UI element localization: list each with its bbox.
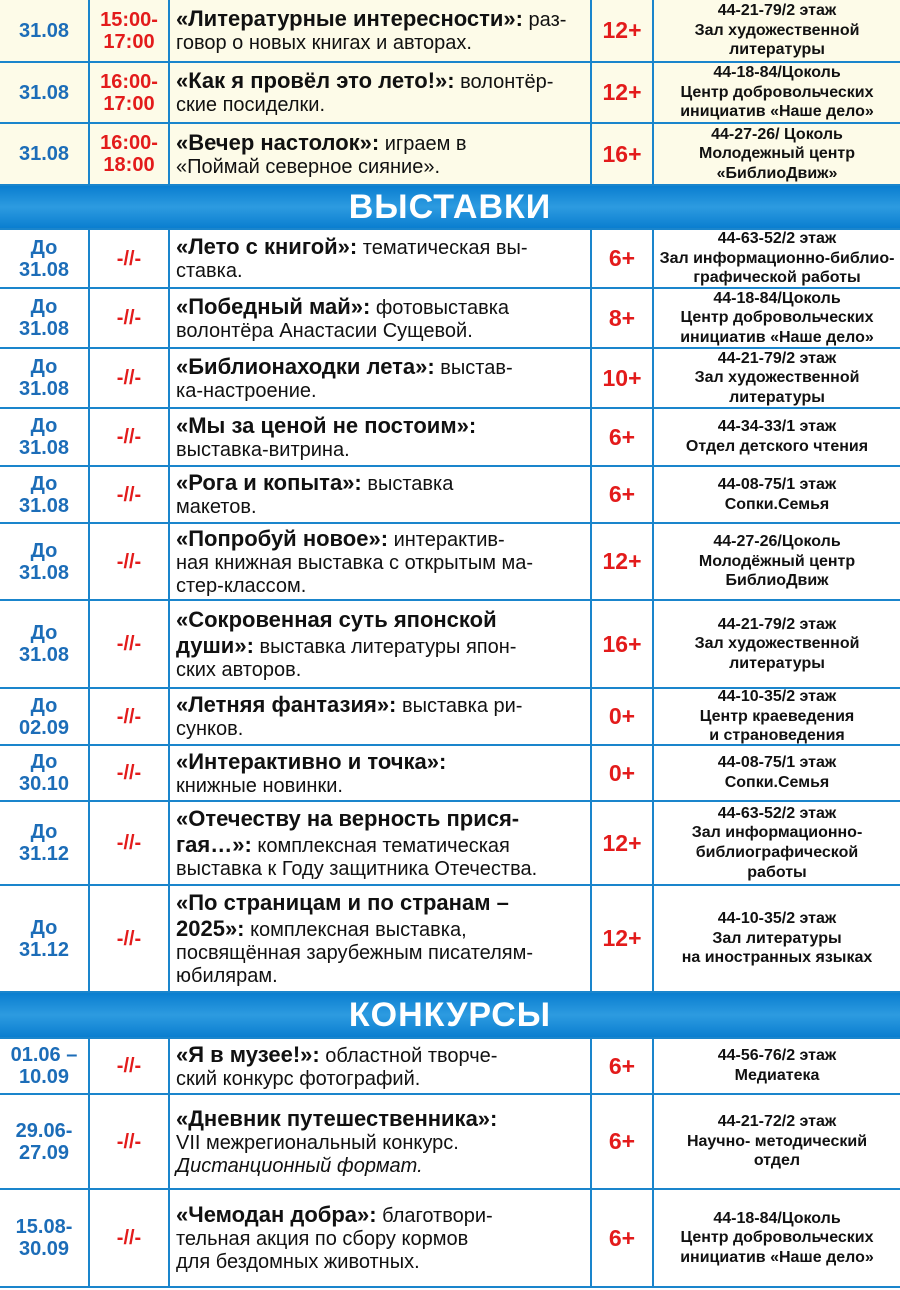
event-title: «Победный май»: [176, 293, 371, 319]
event-location: 44-18-84/Цоколь Центр добровольческих инициатив «Наше дело» [652, 1190, 900, 1286]
event-description: волонтёр- ские посиделки. [176, 71, 554, 116]
table-row [0, 230, 900, 289]
event-description-cell [168, 409, 590, 465]
event-description: выставка макетов. [176, 473, 454, 518]
event-location: 44-21-72/2 этаж Научно- методический отдел [652, 1095, 900, 1188]
event-title: «Летняя фантазия»: [176, 692, 397, 717]
event-location: 44-21-79/2 этаж Зал художественной литературы [652, 349, 900, 407]
age-rating: 6+ [590, 1095, 652, 1188]
event-description: тематическая вы- ставка. [176, 237, 528, 282]
event-date: До 31.08 [18, 236, 70, 281]
table-row [0, 601, 900, 689]
event-date: До 31.08 [18, 415, 70, 459]
event-description: книжные новинки. [176, 774, 343, 797]
event-description-cell [168, 1095, 590, 1188]
event-title: «Отечеству на верность прися- гая…»: [176, 805, 520, 857]
event-description-cell [168, 63, 590, 122]
event-description: комплексная выставка, посвящённая зарубежным писателям- юбилярам. [176, 918, 534, 987]
event-date: До 31.08 [18, 472, 70, 517]
section-header-contests: КОНКУРСЫ [0, 993, 900, 1039]
event-time: 15:00- 17:00 [88, 0, 168, 61]
age-rating: 12+ [590, 524, 652, 599]
event-time: -//- [88, 601, 168, 687]
event-date: 31.08 [18, 143, 70, 165]
table-row [0, 467, 900, 524]
event-time: -//- [88, 409, 168, 465]
event-description-cell [168, 746, 590, 800]
event-time: 16:00- 17:00 [88, 63, 168, 122]
event-title: «Дневник путешественника»: [176, 1105, 498, 1131]
event-date: До 02.09 [18, 694, 70, 739]
event-date: До 31.08 [18, 539, 70, 584]
event-description: благотвори- тельная акция по сбору кормов для бездомных животных. [176, 1205, 493, 1273]
event-description: играем в «Поймай северное сияние». [176, 132, 467, 178]
event-date: До 31.12 [18, 916, 70, 961]
event-description-cell [168, 124, 590, 184]
event-time: -//- [88, 689, 168, 744]
age-rating: 6+ [590, 1190, 652, 1286]
event-location: 44-08-75/1 этаж Сопки.Семья [652, 467, 900, 522]
event-format-note: Дистанционный формат. [176, 1154, 423, 1177]
event-location: 44-10-35/2 этаж Зал литературы на иностранных языках [652, 886, 900, 991]
table-row [0, 409, 900, 467]
event-date: До 31.08 [18, 356, 70, 400]
event-description: областной творче- ский конкурс фотографий. [176, 1044, 498, 1090]
event-description: VII межрегиональный конкурс. [176, 1131, 459, 1154]
event-description: выставка-витрина. [176, 438, 350, 461]
event-title: «Как я провёл это лето!»: [176, 68, 455, 93]
age-rating: 12+ [590, 63, 652, 122]
event-location: 44-18-84/Цоколь Центр добровольческих инициатив «Наше дело» [652, 289, 900, 347]
event-description-cell [168, 802, 590, 884]
event-title: «Я в музее!»: [176, 1041, 320, 1067]
table-row [0, 349, 900, 409]
event-time: -//- [88, 524, 168, 599]
table-row [0, 689, 900, 746]
table-row [0, 124, 900, 186]
event-date: До 31.08 [18, 296, 70, 340]
event-title: «Мы за ценой не постоим»: [176, 412, 477, 438]
event-location: 44-18-84/Цоколь Центр добровольческих инициатив «Наше дело» [652, 63, 900, 122]
event-location: 44-08-75/1 этаж Сопки.Семья [652, 746, 900, 800]
event-description-cell [168, 349, 590, 407]
table-row [0, 1039, 900, 1095]
event-description: выстав- ка-настроение. [176, 356, 513, 402]
table-row [0, 524, 900, 601]
event-description: раз- говор о новых книгах и авторах. [176, 9, 567, 54]
age-rating: 6+ [590, 409, 652, 465]
event-description: фотовыставка волонтёра Анастасии Сущевой. [176, 296, 510, 342]
table-row [0, 0, 900, 63]
event-location: 44-27-26/Цоколь Молодёжный центр БиблиоДвиж [652, 524, 900, 599]
event-location: 44-63-52/2 этаж Зал информационно- библиографической работы [652, 802, 900, 884]
event-description-cell [168, 230, 590, 287]
event-date: До 31.08 [18, 622, 70, 666]
age-rating: 12+ [590, 0, 652, 61]
age-rating: 12+ [590, 802, 652, 884]
event-time: -//- [88, 230, 168, 287]
event-time: -//- [88, 746, 168, 800]
event-description-cell [168, 0, 590, 61]
event-location: 44-63-52/2 этаж Зал информационно-библио- графической работы [652, 230, 900, 287]
event-date: 31.08 [18, 19, 70, 42]
event-description-cell [168, 1039, 590, 1093]
event-time: 16:00- 18:00 [88, 124, 168, 184]
table-row [0, 1095, 900, 1190]
event-date: До 30.10 [18, 751, 70, 795]
event-title: «Чемодан добра»: [176, 1202, 377, 1227]
event-title: «Вечер настолок»: [176, 129, 380, 155]
event-time: -//- [88, 1190, 168, 1286]
age-rating: 6+ [590, 467, 652, 522]
event-title: «По страницам и по странам – 2025»: [176, 889, 509, 941]
age-rating: 10+ [590, 349, 652, 407]
event-title: «Рога и копыта»: [176, 470, 362, 495]
event-date: 31.08 [18, 81, 70, 104]
event-description: комплексная тематическая выставка к Году защитника Отечества. [176, 834, 538, 880]
event-title: «Литературные интересности»: [176, 6, 523, 31]
table-row [0, 289, 900, 349]
event-date: 01.06 – 10.09 [10, 1044, 78, 1088]
event-time: -//- [88, 1095, 168, 1188]
event-time: -//- [88, 1039, 168, 1093]
event-location: 44-34-33/1 этаж Отдел детского чтения [652, 409, 900, 465]
age-rating: 0+ [590, 689, 652, 744]
event-description: выставка ри- сунков. [176, 695, 523, 740]
table-row [0, 1190, 900, 1288]
event-date: 15.08- 30.09 [15, 1216, 73, 1260]
event-description-cell [168, 1190, 590, 1286]
event-description-cell [168, 524, 590, 599]
event-time: -//- [88, 349, 168, 407]
section-header-exhibitions: ВЫСТАВКИ [0, 186, 900, 230]
table-row [0, 746, 900, 802]
event-time: -//- [88, 886, 168, 991]
age-rating: 6+ [590, 1039, 652, 1093]
age-rating: 8+ [590, 289, 652, 347]
event-location: 44-21-79/2 этаж Зал художественной литературы [652, 601, 900, 687]
event-description-cell [168, 467, 590, 522]
event-description-cell [168, 289, 590, 347]
event-time: -//- [88, 289, 168, 347]
event-description-cell [168, 886, 590, 991]
table-row [0, 802, 900, 886]
event-time: -//- [88, 467, 168, 522]
event-location: 44-21-79/2 этаж Зал художественной литературы [652, 0, 900, 61]
table-row [0, 63, 900, 124]
event-date: 29.06- 27.09 [15, 1119, 73, 1164]
event-title: «Библионаходки лета»: [176, 353, 435, 379]
age-rating: 16+ [590, 124, 652, 184]
event-title: «Интерактивно и точка»: [176, 748, 447, 774]
event-title: «Лето с книгой»: [176, 234, 358, 259]
event-location: 44-10-35/2 этаж Центр краеведения и страноведения [652, 689, 900, 744]
event-date: До 31.12 [18, 821, 70, 865]
event-description-cell [168, 601, 590, 687]
table-row [0, 886, 900, 993]
event-time: -//- [88, 802, 168, 884]
age-rating: 16+ [590, 601, 652, 687]
event-title: «Сокровенная суть японской души»: [176, 606, 497, 658]
event-description: выставка литературы япон- ских авторов. [176, 635, 517, 681]
age-rating: 12+ [590, 886, 652, 991]
age-rating: 0+ [590, 746, 652, 800]
event-location: 44-56-76/2 этаж Медиатека [652, 1039, 900, 1093]
event-description-cell [168, 689, 590, 744]
event-description: интерактив- ная книжная выставка с открытым ма- стер-классом. [176, 528, 534, 597]
event-location: 44-27-26/ Цоколь Молодежный центр «БиблиоДвиж» [652, 124, 900, 184]
event-title: «Попробуй новое»: [176, 525, 389, 551]
age-rating: 6+ [590, 230, 652, 287]
